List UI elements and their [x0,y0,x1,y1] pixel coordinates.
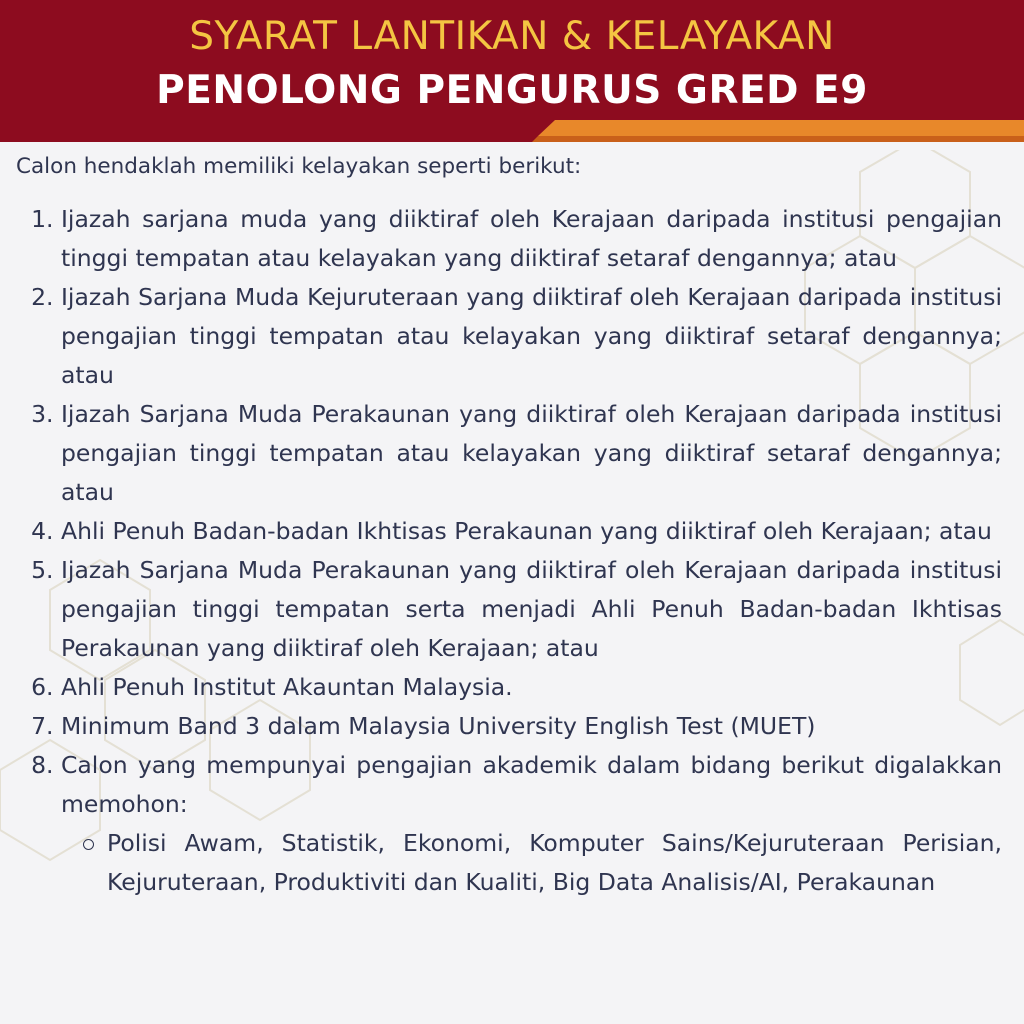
requirements-section [16,150,1002,902]
fields-list-item [107,824,1002,902]
requirement-item-2: 2. Ijazah Sarjana Muda Kejuruteraan yang diiktiraf oleh Kerajaan daripada institusi pengajian tinggi tempatan atau kelayakan yang diiktiraf setaraf dengannya; atau [61,278,1002,395]
requirement-item-4: 4. Ahli Penuh Badan-badan Ikhtisas Perakaunan yang diiktiraf oleh Kerajaan; atau [61,512,1002,551]
header-accent-stripe [0,110,1024,150]
title-line-2: PENOLONG PENGURUS GRED E9 [156,68,868,113]
fields-list-text: Polisi Awam, Statistik, Ekonomi, Komputer Sains/Kejuruteraan Perisian, Kejuruteraan, Produktiviti dan Kualiti, Big Data Analisis/AI, Perakaunan [107,829,1002,896]
requirement-item-1: 1. Ijazah sarjana muda yang diiktiraf oleh Kerajaan daripada institusi pengajian tinggi tempatan atau kelayakan yang diiktiraf setaraf dengannya; atau [61,200,1002,278]
requirements-list [16,200,1002,902]
circle-bullet-icon [83,839,94,850]
header-banner [0,0,1024,142]
fields-list [61,824,1002,902]
requirement-item-3: 3. Ijazah Sarjana Muda Perakaunan yang diiktiraf oleh Kerajaan daripada institusi pengajian tinggi tempatan atau kelayakan yang diiktiraf setaraf dengannya; atau [61,395,1002,512]
intro-text: Calon hendaklah memiliki kelayakan seperti berikut: [16,154,582,179]
requirement-item-8-text: Calon yang mempunyai pengajian akademik dalam bidang berikut digalakkan memohon: [61,751,1002,818]
requirement-item-7: 7. Minimum Band 3 dalam Malaysia University English Test (MUET) [61,707,1002,746]
title-line-1: SYARAT LANTIKAN & KELAYAKAN [189,14,835,59]
requirement-item-8 [61,746,1002,902]
requirement-item-6: 6. Ahli Penuh Institut Akauntan Malaysia. [61,668,1002,707]
requirement-item-5: 5. Ijazah Sarjana Muda Perakaunan yang diiktiraf oleh Kerajaan daripada institusi pengajian tinggi tempatan serta menjadi Ahli Penuh Badan-badan Ikhtisas Perakaunan yang diiktiraf oleh Kerajaan; atau [61,551,1002,668]
